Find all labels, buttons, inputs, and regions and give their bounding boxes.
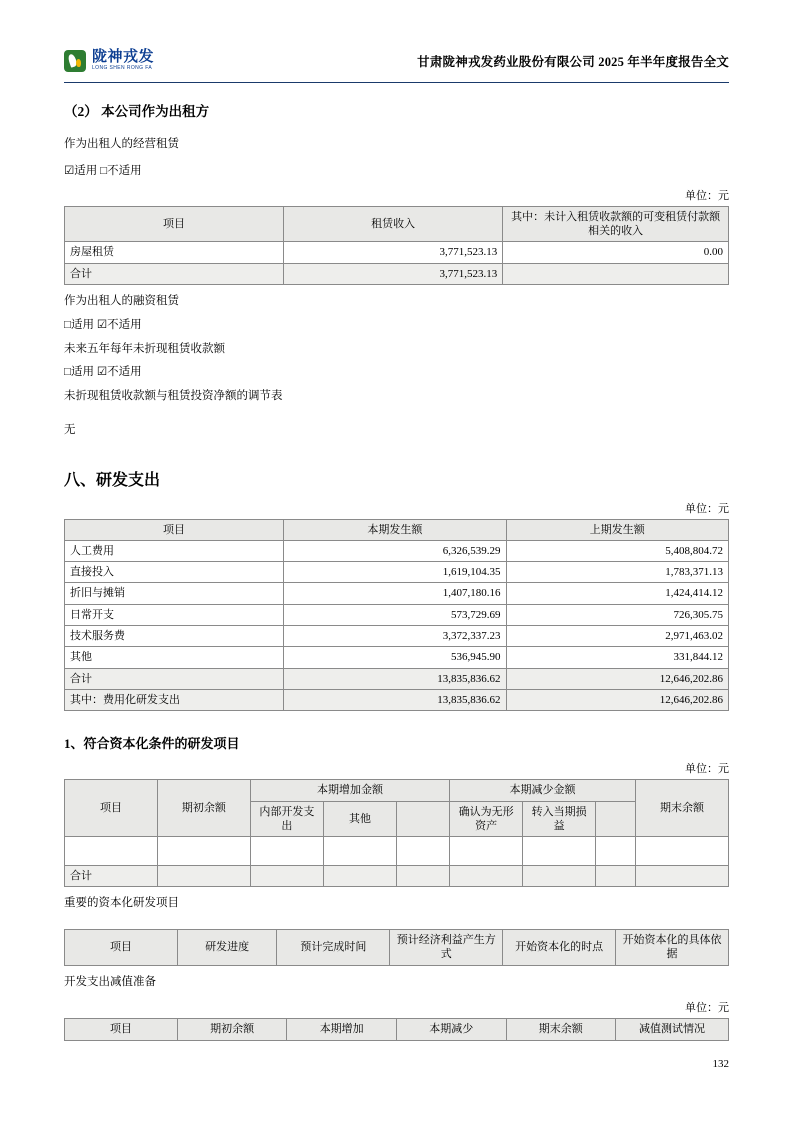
cell-current: 573,729.69: [284, 604, 506, 625]
table-header-row: [65, 519, 729, 540]
table-row: [65, 866, 729, 887]
table-row: [65, 837, 729, 866]
th-proj-basis: 开始资本化的具体依据: [616, 930, 729, 966]
cell-blank-1: [396, 866, 449, 887]
table-row: [65, 583, 729, 604]
cell-internal-dev: [250, 866, 323, 887]
cell-item: 合计: [65, 263, 284, 284]
th-lease-income: 租赁收入: [284, 206, 503, 242]
checkbox-undiscounted[interactable]: □适用 ☑不适用: [64, 366, 142, 379]
cell-item: 日常开支: [65, 604, 284, 625]
section-heading-lessor: （2） 本公司作为出租方: [64, 104, 210, 119]
paragraph-important-projects: 重要的资本化研发项目: [64, 897, 179, 910]
th-cap-intangible: 确认为无形资产: [450, 801, 523, 837]
cell-current: 1,407,180.16: [284, 583, 506, 604]
cell-opening: [157, 866, 250, 887]
cell-income: 3,771,523.13: [284, 242, 503, 263]
page-number: 132: [712, 1058, 729, 1070]
table-row: [65, 604, 729, 625]
cell-profit-loss: [523, 866, 596, 887]
th-imp-increase: 本期增加: [287, 1019, 397, 1040]
th-cap-item: 项目: [65, 780, 158, 837]
th-cap-other: 其他: [323, 801, 396, 837]
cell-item: 技术服务费: [65, 626, 284, 647]
cell-current: 13,835,836.62: [284, 689, 506, 710]
cell-other: [323, 837, 396, 866]
cell-item: 折旧与摊销: [65, 583, 284, 604]
rd-expense-table: [64, 519, 729, 712]
impairment-table: [64, 1018, 729, 1040]
cell-internal-dev: [250, 837, 323, 866]
th-proj-progress: 研发进度: [177, 930, 277, 966]
page-header: [64, 40, 729, 83]
th-cap-closing: 期末余额: [635, 780, 728, 837]
paragraph-operating-lease: 作为出租人的经营租赁: [64, 138, 179, 150]
unit-label-rd: 单位：元: [685, 502, 729, 515]
cell-previous: 5,408,804.72: [506, 540, 728, 561]
cell-current: 3,372,337.23: [284, 626, 506, 647]
th-lease-item: 项目: [65, 206, 284, 242]
cell-previous: 1,783,371.13: [506, 562, 728, 583]
cell-current: 13,835,836.62: [284, 668, 506, 689]
cell-item: 其他: [65, 647, 284, 668]
cell-current: 536,945.90: [284, 647, 506, 668]
cell-intangible: [450, 866, 523, 887]
table-header-row: [65, 206, 729, 242]
paragraph-finance-lease: 作为出租人的融资租赁: [64, 294, 179, 307]
th-proj-completion: 预计完成时间: [277, 930, 390, 966]
cell-variable: 0.00: [503, 242, 729, 263]
th-imp-test: 减值测试情况: [616, 1019, 729, 1040]
paragraph-reconciliation: 未折现租赁收款额与租赁投资净额的调节表: [64, 390, 283, 403]
cell-previous: 2,971,463.02: [506, 626, 728, 647]
important-projects-table: [64, 929, 729, 966]
cell-variable: [503, 263, 729, 284]
table-row: [65, 689, 729, 710]
cell-other: [323, 866, 396, 887]
cell-item: 合计: [65, 866, 158, 887]
section-heading-capitalized: 1、符合资本化条件的研发项目: [64, 736, 240, 752]
cell-item: [65, 837, 158, 866]
table-header-row: [65, 780, 729, 801]
th-cap-blank-1: [396, 801, 449, 837]
logo-text-pinyin: LONG SHEN RONG FA: [92, 65, 153, 72]
cell-income: 3,771,523.13: [284, 263, 503, 284]
cell-current: 6,326,539.29: [284, 540, 506, 561]
header-title: 甘肃陇神戎发药业股份有限公司 2025 年半年度报告全文: [417, 55, 729, 69]
section-heading-rd: 八、研发支出: [64, 471, 161, 489]
th-proj-benefit: 预计经济利益产生方式: [390, 930, 503, 966]
cell-previous: 12,646,202.86: [506, 668, 728, 689]
cell-previous: 12,646,202.86: [506, 689, 728, 710]
th-imp-decrease: 本期减少: [396, 1019, 506, 1040]
th-rd-previous: 上期发生额: [506, 519, 728, 540]
cell-blank-2: [596, 837, 636, 866]
th-cap-increase: 本期增加金额: [250, 780, 449, 801]
table-row: [65, 647, 729, 668]
th-rd-item: 项目: [65, 519, 284, 540]
paragraph-undiscounted: 未来五年每年未折现租赁收款额: [64, 342, 225, 355]
table-row: [65, 668, 729, 689]
th-rd-current: 本期发生额: [284, 519, 506, 540]
checkbox-operating-lease[interactable]: ☑适用 □不适用: [64, 164, 142, 177]
cell-item: 合计: [65, 668, 284, 689]
cell-previous: 1,424,414.12: [506, 583, 728, 604]
table-row: [65, 242, 729, 263]
logo-text-chinese: 陇神戎发: [92, 49, 155, 66]
cell-previous: 726,305.75: [506, 604, 728, 625]
cell-intangible: [450, 837, 523, 866]
cell-current: 1,619,104.35: [284, 562, 506, 583]
th-lease-variable: 其中：未计入租赁收款额的可变租赁付款额相关的收入: [503, 206, 729, 242]
capitalized-rd-table: [64, 779, 729, 887]
th-cap-blank-2: [596, 801, 636, 837]
paragraph-impairment: 开发支出减值准备: [64, 975, 156, 988]
unit-label-lease: 单位：元: [685, 189, 729, 202]
cell-item: 其中：费用化研发支出: [65, 689, 284, 710]
table-row: [65, 626, 729, 647]
cell-item: 直接投入: [65, 562, 284, 583]
lease-income-table: [64, 206, 729, 285]
cell-closing: [635, 837, 728, 866]
th-cap-decrease: 本期减少金额: [450, 780, 636, 801]
table-row: [65, 562, 729, 583]
unit-label-impairment: 单位：元: [685, 1002, 729, 1015]
th-proj-start-time: 开始资本化的时点: [503, 930, 616, 966]
th-cap-internal-dev: 内部开发支出: [250, 801, 323, 837]
th-imp-closing: 期末余额: [506, 1019, 616, 1040]
th-cap-profit-loss: 转入当期损益: [523, 801, 596, 837]
table-header-row: [65, 1019, 729, 1040]
document-content: [64, 92, 729, 1041]
checkbox-finance-lease[interactable]: □适用 ☑不适用: [64, 318, 142, 331]
cell-blank-1: [396, 837, 449, 866]
cell-previous: 331,844.12: [506, 647, 728, 668]
leaf-logo-icon: [64, 50, 86, 72]
table-row: [65, 540, 729, 561]
th-imp-opening: 期初余额: [177, 1019, 287, 1040]
cell-closing: [635, 866, 728, 887]
table-row: [65, 263, 729, 284]
company-logo: [64, 50, 154, 72]
th-proj-item: 项目: [65, 930, 178, 966]
cell-item: 人工费用: [65, 540, 284, 561]
cell-profit-loss: [523, 837, 596, 866]
unit-label-capitalized: 单位：元: [685, 763, 729, 776]
th-cap-opening: 期初余额: [157, 780, 250, 837]
cell-blank-2: [596, 866, 636, 887]
cell-opening: [157, 837, 250, 866]
th-imp-item: 项目: [65, 1019, 178, 1040]
cell-item: 房屋租赁: [65, 242, 284, 263]
table-header-row: [65, 930, 729, 966]
paragraph-none: 无: [64, 423, 76, 436]
